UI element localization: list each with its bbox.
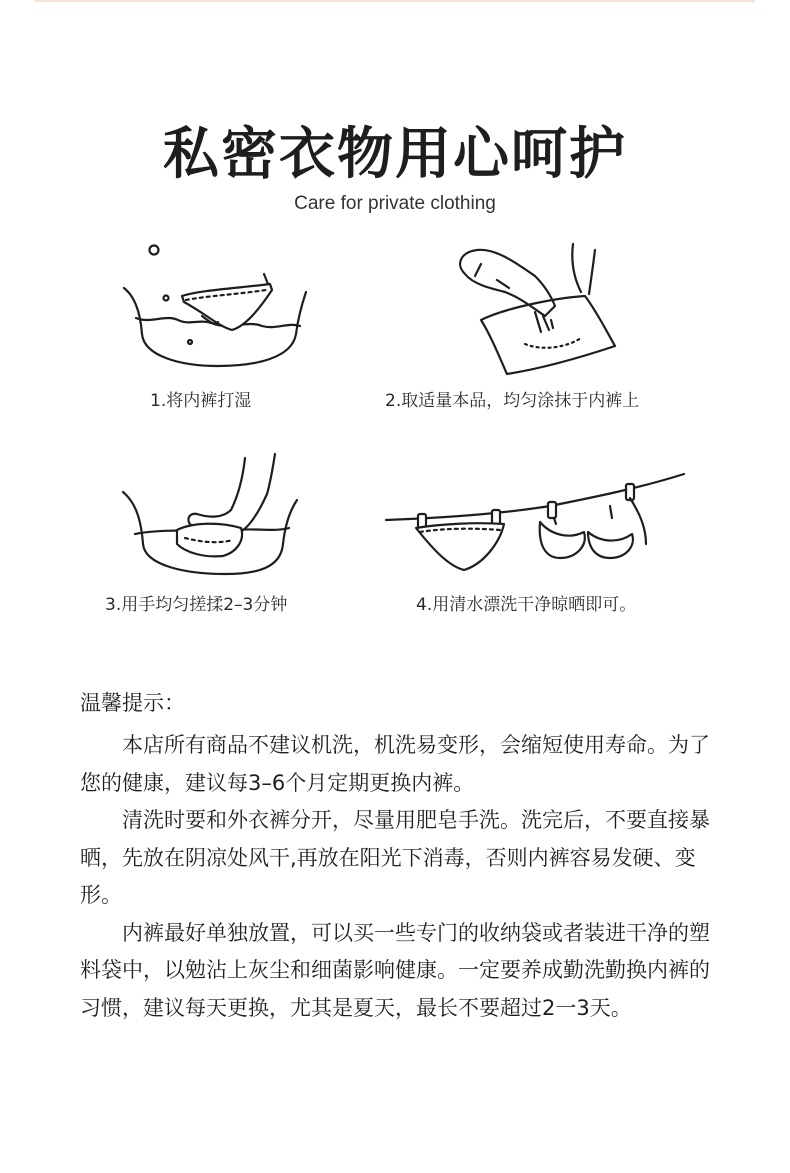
- step-1: [110, 230, 320, 420]
- step-3: [105, 448, 320, 618]
- top-divider: [35, 0, 755, 2]
- tips-heading: 温馨提示：: [80, 691, 185, 715]
- tips-body: [80, 727, 720, 1027]
- tips-paragraph: 内裤最好单独放置，可以买一些专门的收纳袋或者装进干净的塑料袋中，以勉沾上灰尘和细菌影响健康。一定要养成勤洗勤换内裤的习惯，建议每天更换，尤其是夏天，最长不要超过2一3天。: [80, 920, 710, 1020]
- tips-paragraph: 清洗时要和外衣裤分开，尽量用肥皂手洗。洗完后，不要直接暴晒，先放在阴凉处风干,再放在阳光下消毒，否则内裤容易发硬、变形。: [80, 808, 710, 907]
- clothesline-drying-illustration: [380, 466, 690, 576]
- page-title: 私密衣物用心呵护: [163, 122, 627, 187]
- tips-paragraph: 本店所有商品不建议机洗，机洗易变形，会缩短使用寿命。为了您的健康，建议每3–6个月定期更换内裤。: [80, 733, 710, 795]
- step-4: [380, 466, 690, 626]
- basin-soaking-underwear-illustration: [110, 230, 320, 380]
- applying-detergent-illustration: [385, 236, 705, 386]
- step-2: [385, 236, 705, 426]
- page-subtitle: Care for private clothing: [294, 193, 496, 214]
- hand-rubbing-underwear-illustration: [105, 448, 320, 578]
- step-2-caption: 2.取适量本品，均匀涂抹于内裤上: [385, 391, 640, 411]
- step-1-caption: 1.将内裤打湿: [150, 391, 252, 411]
- step-4-caption: 4.用清水漂洗干净晾晒即可。: [416, 595, 637, 615]
- step-3-caption: 3.用手均匀搓揉2–3分钟: [105, 595, 288, 615]
